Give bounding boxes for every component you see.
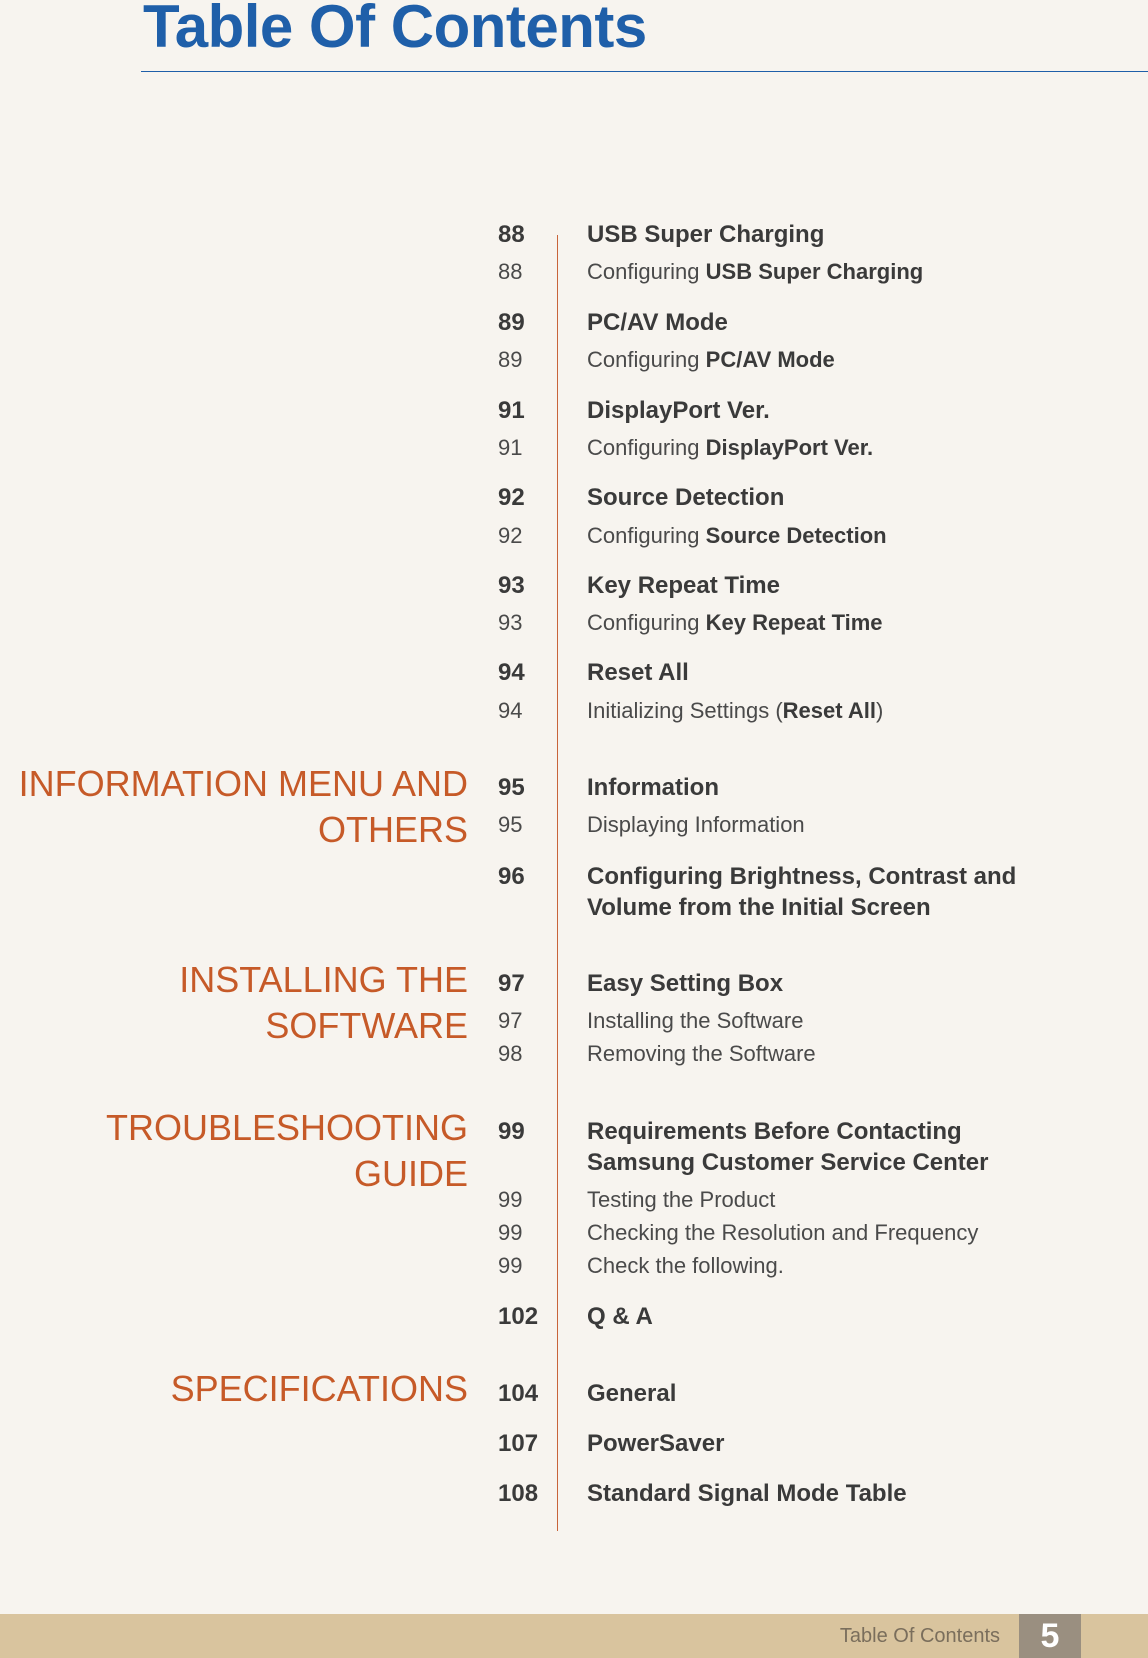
toc-entry-title: Standard Signal Mode Table [587,1480,907,1507]
toc-page-number: 91 [498,435,523,460]
toc-page-number: 94 [498,659,525,686]
section-heading-line: SOFTWARE [265,1005,468,1046]
toc-subentry-title: Displaying Information [587,812,805,837]
toc-entry-title: Requirements Before Contacting Samsung Customer Service Center [587,1118,989,1176]
toc-subentry-title: Checking the Resolution and Frequency [587,1220,979,1245]
toc-page-number: 99 [498,1220,523,1245]
toc-subentry-title: Check the following. [587,1253,784,1278]
section-heading-troubleshooting[interactable] [0,1105,468,1197]
toc-page-number: 97 [498,1008,523,1033]
toc-page-number: 95 [498,812,523,837]
section-heading-information[interactable] [0,761,468,853]
title-divider [141,71,1148,72]
toc-subentry-title: Installing the Software [587,1008,804,1033]
toc-page-number: 104 [498,1380,539,1407]
section-heading-line: INFORMATION MENU AND [18,763,468,804]
toc-page-number: 88 [498,259,523,284]
footer-page-number: 5 [1019,1614,1081,1658]
toc-entry-title: PC/AV Mode [587,309,728,336]
toc-entry-title: Reset All [587,659,689,686]
toc-page-number: 89 [498,347,523,372]
toc-page-number: 92 [498,523,523,548]
toc-page-number: 99 [498,1253,523,1278]
section-heading-line: GUIDE [353,1153,468,1194]
toc-page-number: 98 [498,1041,523,1066]
toc-entry-title: Easy Setting Box [587,970,784,997]
toc-subentry-title: Configuring Key Repeat Time [587,610,883,635]
toc-page-number: 89 [498,309,525,336]
page-title: Table Of Contents [143,0,647,60]
section-heading-line: SPECIFICATIONS [170,1368,468,1409]
toc-page-number: 92 [498,484,525,511]
footer-label: Table Of Contents [839,1625,1000,1647]
toc-subentry-title: Configuring Source Detection [587,523,887,548]
toc-entry-title: USB Super Charging [587,221,825,248]
section-heading-line: INSTALLING THE [179,959,468,1000]
toc-subentry-title: Initializing Settings (Reset All) [587,698,884,723]
toc-entry-title: General [587,1380,677,1407]
toc-page-number: 97 [498,970,525,997]
toc-page-number: 93 [498,610,523,635]
toc-subentry-title: Configuring PC/AV Mode [587,347,835,372]
toc-entry-title: Information [587,774,719,801]
toc-page-number: 99 [498,1118,525,1145]
toc-page-number: 93 [498,572,525,599]
toc-page-number: 99 [498,1187,523,1212]
toc-column-divider [557,235,558,1531]
toc-entry-title: DisplayPort Ver. [587,397,770,424]
toc-page-number: 102 [498,1303,539,1330]
section-heading-line: OTHERS [317,809,468,850]
toc-entry-title: Source Detection [587,484,785,511]
section-heading-installing[interactable] [0,957,468,1049]
toc-page-number: 96 [498,863,525,890]
toc-page-number: 88 [498,221,525,248]
section-heading-line: TROUBLESHOOTING [105,1107,468,1148]
toc-subentry-title: Testing the Product [587,1187,776,1212]
toc-entry-title: Key Repeat Time [587,572,780,599]
toc-page-number: 108 [498,1480,539,1507]
section-heading-specifications[interactable] [0,1366,468,1412]
toc-subentry-title: Configuring USB Super Charging [587,259,924,284]
toc-entry-title: Q & A [587,1303,653,1330]
toc-entry-title: PowerSaver [587,1430,725,1457]
toc-subentry-title: Configuring DisplayPort Ver. [587,435,874,460]
toc-page-number: 95 [498,774,525,801]
toc-page-number: 107 [498,1430,539,1457]
toc-page-number: 94 [498,698,523,723]
toc-page-number: 91 [498,397,525,424]
toc-entry-title: Configuring Brightness, Contrast and Volume from the Initial Screen [587,863,1017,921]
toc-subentry-title: Removing the Software [587,1041,816,1066]
